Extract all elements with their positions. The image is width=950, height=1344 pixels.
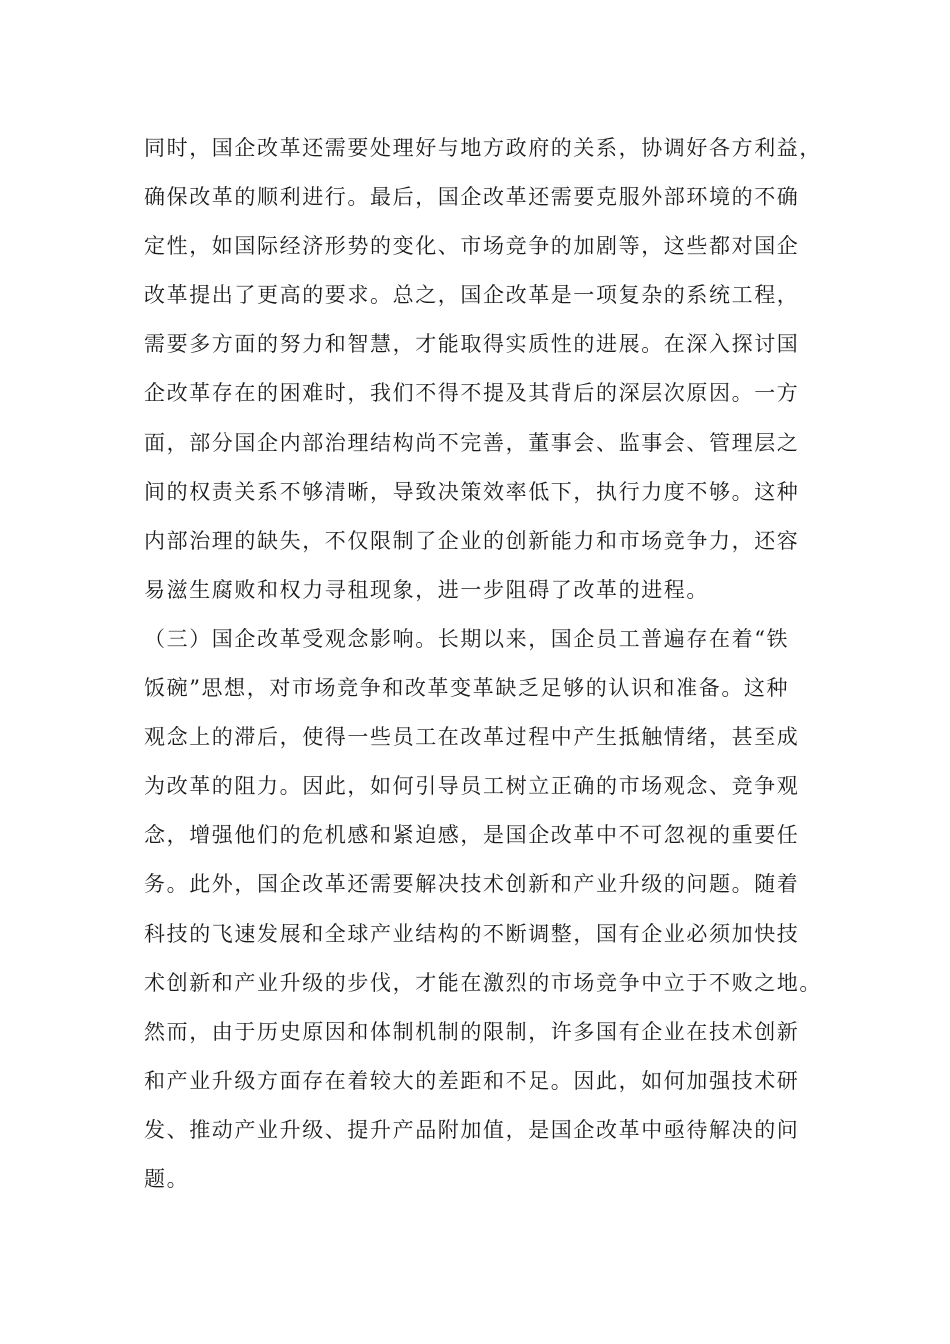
text-line: 易滋生腐败和权力寻租现象，进一步阻碍了改革的进程。 — [144, 577, 709, 602]
text-line: 观念上的滞后，使得一些员工在改革过程中产生抵触情绪，甚至成 — [144, 725, 800, 750]
text-line: 确保改革的顺利进行。最后，国企改革还需要克服外部环境的不确 — [144, 185, 800, 210]
section-heading-line: （三）国企改革受观念影响。长期以来，国企员工普遍存在着“铁 — [144, 626, 790, 651]
text-line: 术创新和产业升级的步伐，才能在激烈的市场竞争中立于不败之地。 — [144, 970, 822, 995]
text-line: 面，部分国企内部治理结构尚不完善，董事会、监事会、管理层之 — [144, 430, 800, 455]
text-line: 需要多方面的努力和智慧，才能取得实质性的进展。在深入探讨国 — [144, 332, 800, 357]
text-line: 然而，由于历史原因和体制机制的限制，许多国有企业在技术创新 — [144, 1019, 800, 1044]
text-line: 和产业升级方面存在着较大的差距和不足。因此，如何加强技术研 — [144, 1068, 800, 1093]
text-line: 间的权责关系不够清晰，导致决策效率低下，执行力度不够。这种 — [144, 479, 800, 504]
text-line: 企改革存在的困难时，我们不得不提及其背后的深层次原因。一方 — [144, 381, 800, 406]
text-line: 内部治理的缺失，不仅限制了企业的创新能力和市场竞争力，还容 — [144, 528, 800, 553]
text-line: 定性，如国际经济形势的变化、市场竞争的加剧等，这些都对国企 — [144, 234, 800, 259]
text-line: 题。 — [144, 1166, 190, 1191]
text-line: 为改革的阻力。因此，如何引导员工树立正确的市场观念、竞争观 — [144, 774, 800, 799]
text-line: 饭碗”思想，对市场竞争和改革变革缺乏足够的认识和准备。这种 — [144, 676, 790, 701]
text-line: 改革提出了更高的要求。总之，国企改革是一项复杂的系统工程， — [144, 283, 800, 308]
body-text — [144, 124, 844, 1204]
text-line: 科技的飞速发展和全球产业结构的不断调整，国有企业必须加快技 — [144, 921, 800, 946]
text-line: 念，增强他们的危机感和紧迫感，是国企改革中不可忽视的重要任 — [144, 823, 800, 848]
text-line: 务。此外，国企改革还需要解决技术创新和产业升级的问题。随着 — [144, 872, 800, 897]
text-line: 同时，国企改革还需要处理好与地方政府的关系，协调好各方利益， — [144, 136, 822, 160]
text-line: 发、推动产业升级、提升产品附加值，是国企改革中亟待解决的问 — [144, 1117, 800, 1142]
